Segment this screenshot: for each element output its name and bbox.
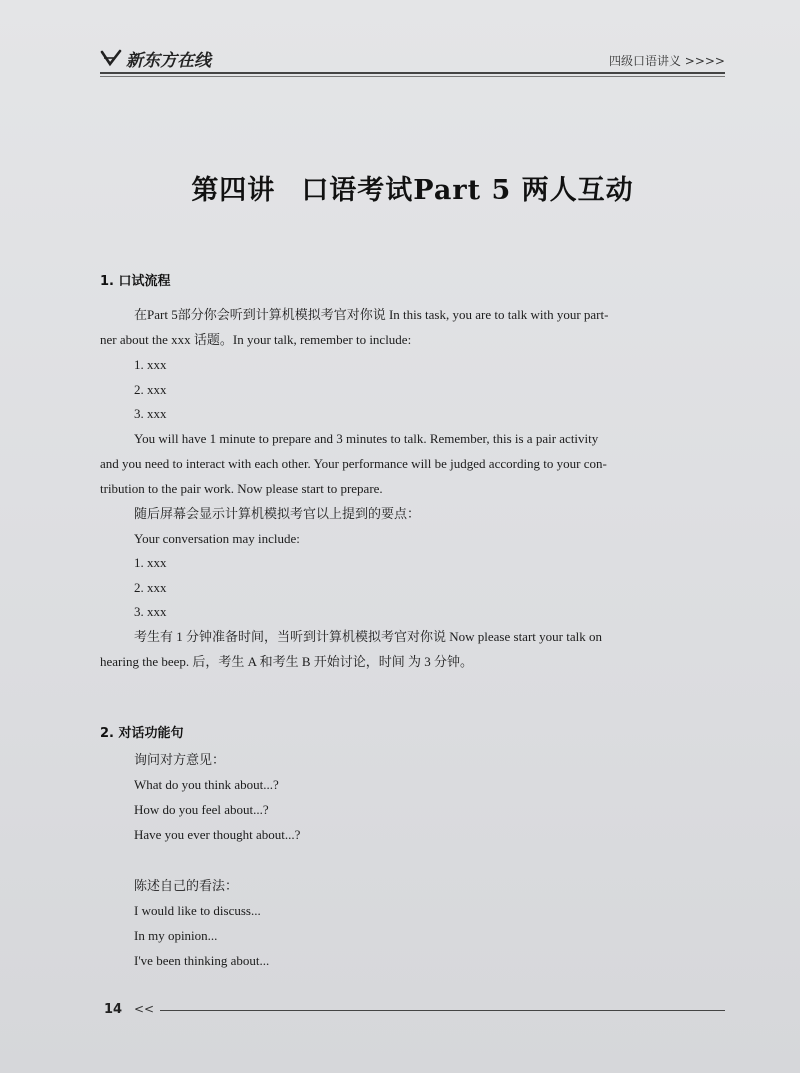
instruction-line-2: and you need to interact with each other. Your performance will be judged according to your con- (100, 456, 607, 471)
instruction-line-1: You will have 1 minute to prepare and 3 minutes to talk. Remember, this is a pair activity (134, 431, 599, 446)
instruction-line-3: tribution to the pair work. Now please start to prepare. (100, 481, 383, 496)
list-item: 3. xxx (134, 604, 167, 619)
footer-rule (160, 1010, 725, 1011)
header-course-label: 四级口语讲义 >>>> (608, 54, 725, 68)
publisher-logo (100, 46, 211, 70)
list-item: 2. xxx (134, 382, 167, 397)
timing-line-2: hearing the beep. 后，考生 A 和考生 B 开始讨论，时间 为 3 分钟。 (100, 654, 473, 669)
screen-note: 随后屏幕会显示计算机模拟考官以上提到的要点： (134, 506, 421, 521)
page-number: 14 (104, 1002, 123, 1017)
timing-line-1: 考生有 1 分钟准备时间，当听到计算机模拟考官对你说 Now please start your talk on (134, 629, 602, 644)
lecture-title (100, 168, 725, 207)
list-item: 3. xxx (134, 406, 167, 421)
phrase-item: In my opinion... (134, 928, 218, 943)
phrase-item: What do you think about...? (134, 777, 279, 792)
state-opinion-label: 陈述自己的看法： (134, 878, 239, 893)
lecture-topic: 口语考试Part 5 两人互动 (301, 175, 634, 206)
page-footer (100, 1000, 725, 1020)
section-heading-functions: 2. 对话功能句 (100, 726, 184, 741)
page-header (100, 44, 725, 74)
footer-arrows: << (134, 1002, 155, 1016)
ask-opinion-label: 询问对方意见： (134, 752, 226, 767)
phrase-item: How do you feel about...? (134, 802, 269, 817)
conversation-intro: Your conversation may include: (134, 531, 300, 546)
header-rule (100, 72, 725, 74)
phrase-item: I've been thinking about... (134, 953, 270, 968)
list-item: 2. xxx (134, 580, 167, 595)
phrase-item: I would like to discuss... (134, 903, 261, 918)
section-heading-process: 1. 口试流程 (100, 274, 171, 289)
list-item: 1. xxx (134, 357, 167, 372)
lecture-number: 第四讲 (191, 175, 276, 206)
logo-mark-icon (100, 48, 122, 68)
list-item: 1. xxx (134, 555, 167, 570)
header-rule-thin (100, 76, 725, 77)
intro-line-1: 在Part 5部分你会听到计算机模拟考官对你说 In this task, you are to talk with your part- (134, 307, 609, 322)
logo-text: 新东方在线 (126, 50, 211, 71)
intro-line-2: ner about the xxx 话题。In your talk, remember to include: (100, 332, 412, 347)
phrase-item: Have you ever thought about...? (134, 827, 301, 842)
